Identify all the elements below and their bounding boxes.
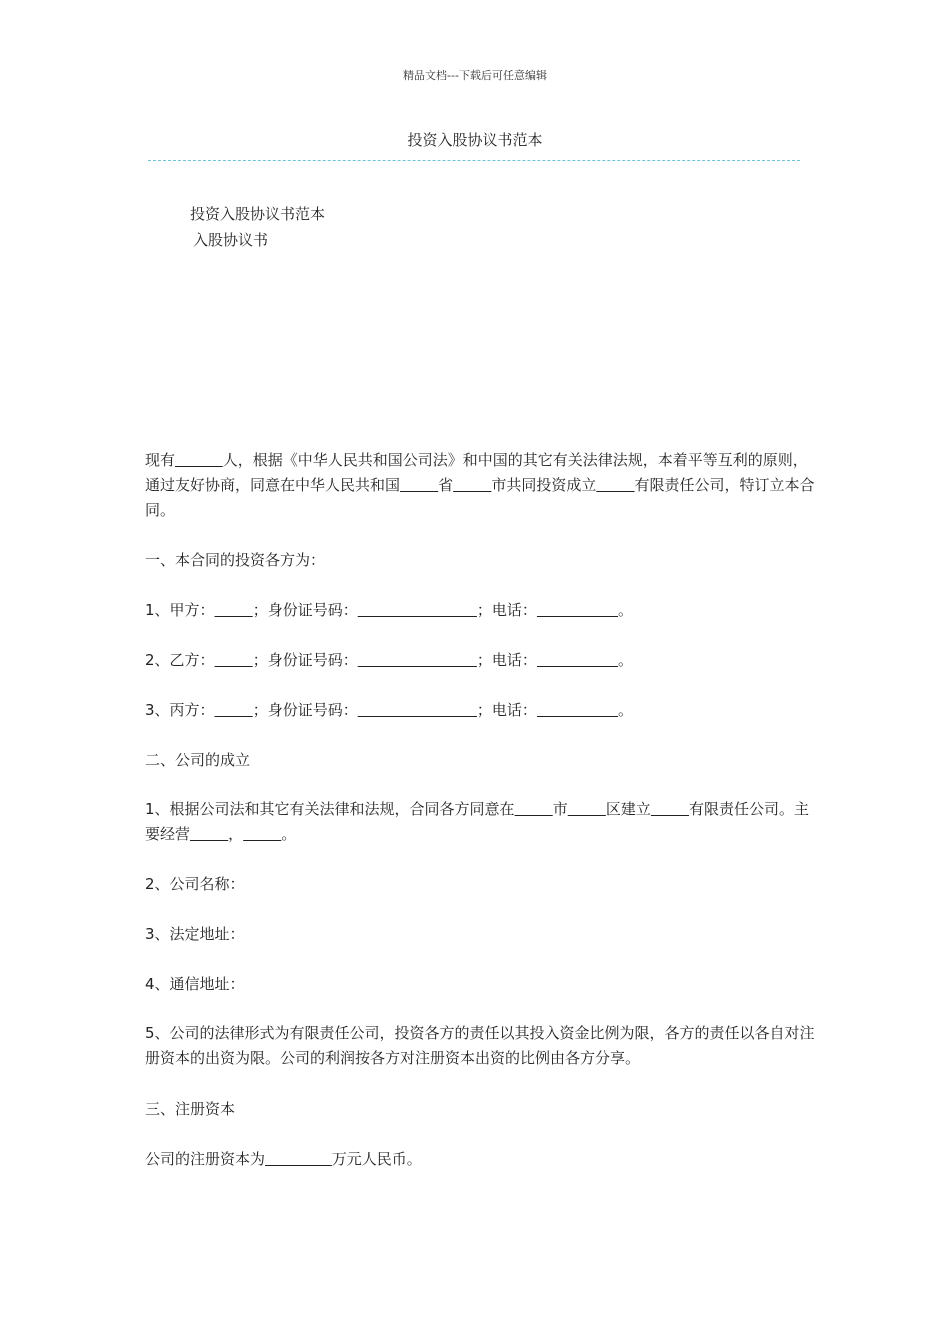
section-2-item-5: 5、公司的法律形式为有限责任公司，投资各方的责任以其投入资金比例为限，各方的责任以各自对注册资本的出资为限。公司的利润按各方对注册资本出资的比例由各方分享。 [145, 1024, 815, 1067]
party-row: 1、甲方： ；身份证号码： ；电话： 。 [145, 601, 634, 619]
blank-capital [265, 1150, 332, 1168]
section-2-item-1: 1、根据公司法和其它有关法律和法规，合同各方同意在 市 区建立 有限责任公司。主要经营 ， 。 [145, 800, 810, 843]
document-title: 投资入股协议书范本 [407, 131, 543, 149]
subtitle-main: 投资入股协议书范本 [190, 205, 326, 223]
section-3-heading: 三、注册资本 [145, 1100, 236, 1118]
section-1-heading: 一、本合同的投资各方为： [145, 551, 326, 569]
intro-paragraph: 现有 人，根据《中华人民共和国公司法》和中国的其它有关法律法规，本着平等互利的原则，通过友好协商，同意在中华人民共和国 省 市共同投资成立 有限责任公司，特订立本合同。 [145, 451, 815, 519]
party-row: 2、乙方： ；身份证号码： ；电话： 。 [145, 651, 634, 669]
section-2-item-2: 2、公司名称： [145, 875, 245, 893]
party-row: 3、丙方： ；身份证号码： ；电话： 。 [145, 701, 634, 719]
subtitle-secondary: 入股协议书 [193, 231, 269, 249]
header-note: 精品文档---下载后可任意编辑 [403, 69, 547, 82]
blank-count [175, 451, 223, 469]
blank-company [596, 476, 634, 494]
section-2-item-4: 4、通信地址： [145, 975, 245, 993]
blank-city [453, 476, 491, 494]
section-2-item-3: 3、法定地址： [145, 925, 245, 943]
registered-capital-line: 公司的注册资本为 万元人民币。 [145, 1150, 422, 1168]
section-2-heading: 二、公司的成立 [145, 751, 251, 769]
title-divider [148, 160, 800, 161]
blank-province [400, 476, 438, 494]
